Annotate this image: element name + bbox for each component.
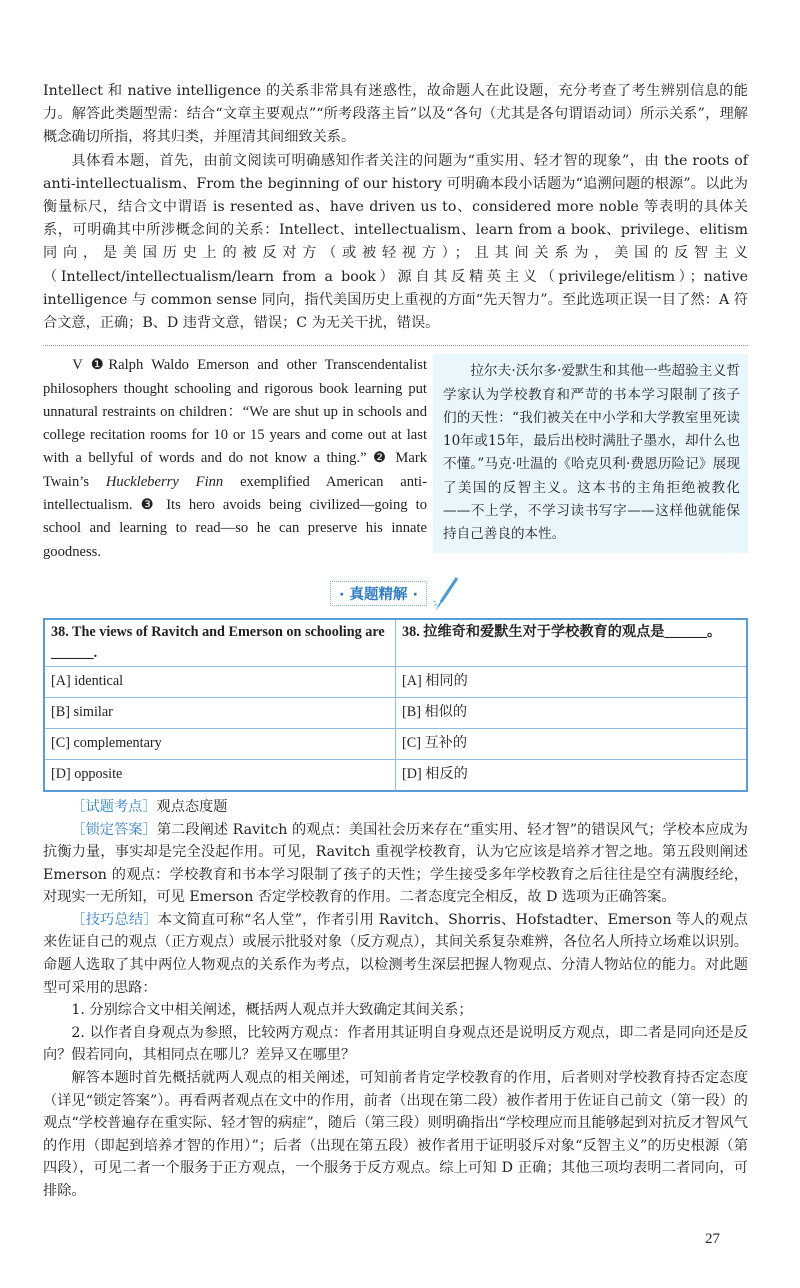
option-row xyxy=(44,697,747,728)
question-stem-zh: 38. 拉维奇和爱默生对于学校教育的观点是______。 xyxy=(396,619,748,667)
option-en: [D] opposite xyxy=(44,759,396,791)
page-number: 27 xyxy=(705,1230,720,1247)
option-en: [C] complementary xyxy=(44,728,396,759)
question-stem-en: 38. The views of Ravitch and Emerson on schooling are ______. xyxy=(44,619,396,667)
intro-paragraph-1: Intellect 和 native intelligence 的关系非常具有迷惑性，故命题人在此设题，充分考查了考生辨别信息的能力。解答此类题型需：结合“文章主要观点”“所考段落主旨”以及“各句（尤其是各句谓语动词）所示关系”，理解概念确切所指，将其归类，并厘清其间细致关系。 xyxy=(43,83,748,146)
answer-label: ［锁定答案］ xyxy=(71,821,157,838)
analysis-section xyxy=(43,796,748,1203)
intro-paragraph-2: 具体看本题，首先，由前文阅读可明确感知作者关注的问题为“重实用、轻才智的现象”，由 the roots of anti-intellectualism、From the beginning of our history 可明确本段小话题为“追溯问题的根源”。以此为衡量标尺，结合文中谓语 is resented as、have driven us to、considered more noble 等表明的具体关系，可明确其中所涉概念间的关系：Intellect、intellectualism、learn from a book、privilege、elitism 同向，是美国历史上的被反对方（或被轻视方）；且其间关系为，美国的反智主义（Intellect/intellectualism/learn from a book）源自其反精英主义（privilege/elitism）；native intelligence 与 common sense 同向，指代美国历史上重视的方面“先天智力”。至此选项正误一目了然：A 符合文意，正确；B、D 违背文意，错误；C 为无关干扰，错误。 xyxy=(43,152,748,332)
option-zh: [D] 相反的 xyxy=(396,759,748,791)
tips-section xyxy=(43,909,748,999)
sentence-2b: exemplified American anti-intellectualism. xyxy=(43,473,427,514)
option-zh: [B] 相似的 xyxy=(396,697,748,728)
option-zh: [C] 互补的 xyxy=(396,728,748,759)
pen-icon xyxy=(431,576,461,612)
sentence-1: ❶Ralph Waldo Emerson and other Transcendentalist philosophers thought schooling and rigorous book learning put unnatural restraints on children：“We are shut up in schools and college recitation rooms for 10 or 15 years and come out at last with a bellyful of words and do not know a thing.” xyxy=(43,357,428,467)
section-number: V xyxy=(72,357,83,374)
step-1: 1. 分别综合文中相关阐述，概括两人观点并大致确定其间关系； xyxy=(71,1002,473,1019)
section-header xyxy=(43,576,748,612)
sentence-2a: ❷ Mark Twain’s xyxy=(43,450,428,490)
answer-text: 第二段阐述 Ravitch 的观点：美国社会历来存在“重实用、轻才智”的错误风气；学校本应成为抗衡力量，事实却是完全没起作用。可见，Ravitch 重视学校教育，认为它应该是培养才智之地。第五段则阐述 Emerson 的观点：学校教育和书本学习限制了孩子的天性；学生接受多年学校教育之后往往是空有满腹经纶，对现实一无所知，可见 Emerson 否定学校教育的作用。二者态度完全相反，故 D 选项为正确答案。 xyxy=(43,821,748,906)
step-2: 2. 以作者自身观点为参照，比较两方观点：作者用其证明自身观点还是说明反方观点，即二者是同向还是反向？假若同向，其相同点在哪儿？差异又在哪里？ xyxy=(43,1024,748,1064)
passage-section xyxy=(43,354,748,564)
question-table xyxy=(43,618,748,792)
option-zh: [A] 相同的 xyxy=(396,666,748,697)
passage-english xyxy=(43,354,427,564)
tips-text: 本文简直可称“名人堂”，作者引用 Ravitch、Shorris、Hofstadter、Emerson 等人的观点来佐证自己的观点（正方观点）或展示批驳对象（反方观点），其间关系复杂难辨，各位名人所持立场难以识别。命题人选取了其中两位人物观点的关系作为考点，以检测考生深层把握人物观点、分清人物站位的能力。对此题型可采用的思路： xyxy=(43,911,748,996)
option-row xyxy=(44,728,747,759)
option-row xyxy=(44,759,747,791)
test-point-label: ［试题考点］ xyxy=(71,798,157,815)
option-en: [B] similar xyxy=(44,697,396,728)
section-badge: · 真题精解 · xyxy=(330,581,427,606)
option-row xyxy=(44,666,747,697)
section-divider xyxy=(43,345,748,346)
book-title: Huckleberry Finn xyxy=(105,473,224,490)
passage-translation: 拉尔夫·沃尔多·爱默生和其他一些超验主义哲学家认为学校教育和严苛的书本学习限制了孩子们的天性：“我们被关在中小学和大学教室里死读10年或15年，最后出校时满肚子墨水，却什么也不懂。”马克·吐温的《哈克贝利·费恩历险记》展现了美国的反智主义。这本书的主角拒绝被教化——不上学，不学习读书写字——这样他就能保持自己善良的本性。 xyxy=(443,363,740,543)
tips-label: ［技巧总结］ xyxy=(71,911,158,928)
answer-section xyxy=(43,819,748,909)
conclusion: 解答本题时首先概括就两人观点的相关阐述，可知前者肯定学校教育的作用，后者则对学校教育持否定态度（详见“锁定答案”）。再看两者观点在文中的作用，前者（出现在第二段）被作者用于佐证自己前文（第一段）的观点“学校普遍存在重实际、轻才智的病症”，随后（第三段）则明确指出“学校理应而且能够起到对抗反才智风气的作用（即起到培养才智的作用）”；后者（出现在第五段）被作者用于证明驳斥对象“反智主义”的历史根源（第四段），可见二者一个服务于正方观点，一个服务于反方观点。综上可知 D 正确；其他三项均表明二者同向，可排除。 xyxy=(43,1070,748,1199)
passage-translation-box xyxy=(433,354,748,552)
sentence-3: ❸ Its hero avoids being civilized—going to school and learning to read—so he can preserve his innate goodness. xyxy=(43,497,427,560)
test-point xyxy=(43,796,748,819)
test-point-text: 观点态度题 xyxy=(156,798,228,815)
option-en: [A] identical xyxy=(44,666,396,697)
